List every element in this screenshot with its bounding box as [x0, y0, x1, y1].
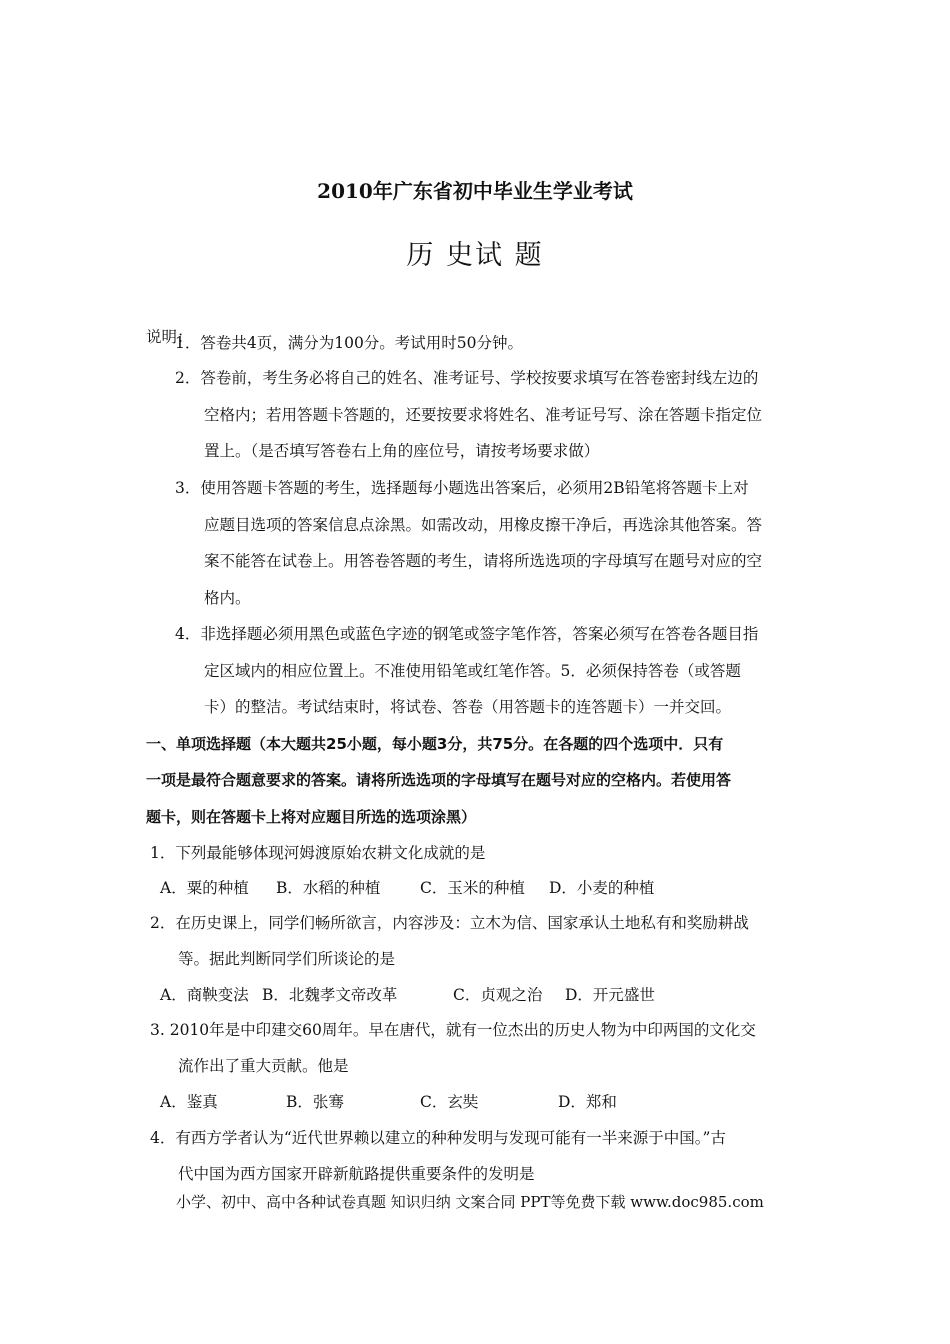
question-stem: 3. 2010年是中印建交60周年。早在唐代，就有一位杰出的历史人物为中印两国的文化交: [150, 1021, 756, 1039]
answer-option: B．张骞: [286, 1093, 344, 1111]
instruction-line: 1．答卷共4页，满分为100分。考试用时50分钟。: [175, 334, 524, 352]
instruction-line: 定区域内的相应位置上。不准使用铅笔或红笔作答。5．必须保持答卷（或答题: [204, 662, 741, 680]
page-footer: 小学、初中、高中各种试卷真题 知识归纳 文案合同 PPT等免费下载 www.doc985.com: [176, 1193, 764, 1211]
instruction-line: 卡）的整洁。考试结束时，将试卷、答卷（用答题卡的连答题卡）一并交回。: [204, 698, 732, 716]
exam-title: 2010年广东省初中毕业生学业考试: [317, 179, 633, 203]
question-stem: 1．下列最能够体现河姆渡原始农耕文化成就的是: [150, 844, 486, 862]
instruction-line: 格内。: [204, 589, 251, 607]
instruction-line: 案不能答在试卷上。用答卷答题的考生，请将所选选项的字母填写在题号对应的空: [204, 552, 763, 570]
question-stem: 代中国为西方国家开辟新航路提供重要条件的发明是: [178, 1165, 535, 1183]
instruction-line: 应题目选项的答案信息点涂黑。如需改动，用橡皮擦干净后，再选涂其他答案。答: [204, 516, 763, 534]
instruction-line: 空格内；若用答题卡答题的，还要按要求将姓名、准考证号写、涂在答题卡指定位: [204, 406, 763, 424]
instruction-line: 4．非选择题必须用黑色或蓝色字迹的钢笔或签字笔作答，答案必须写在答卷各题目指: [175, 625, 759, 643]
answer-option: D．小麦的种植: [549, 879, 655, 897]
question-stem: 流作出了重大贡献。他是: [178, 1057, 349, 1075]
answer-option: A．商鞅变法: [160, 986, 249, 1004]
answer-option: D．开元盛世: [565, 986, 655, 1004]
question-stem: 等。据此判断同学们所谈论的是: [178, 950, 396, 968]
answer-option: B．北魏孝文帝改革: [262, 986, 398, 1004]
question-stem: 4．有西方学者认为“近代世界赖以建立的种种发明与发现可能有一半来源于中国。”古: [150, 1129, 726, 1147]
section-heading: 题卡，则在答题卡上将对应题目所选的选项涂黑）: [146, 808, 477, 826]
question-stem: 2．在历史课上，同学们畅所欲言，内容涉及：立木为信、国家承认土地私有和奖励耕战: [150, 914, 749, 932]
answer-option: C．玉米的种植: [420, 879, 525, 897]
answer-option: C．玄奘: [420, 1093, 479, 1111]
instructions-label: 说明：: [146, 328, 193, 346]
answer-option: B．水稻的种植: [276, 879, 381, 897]
answer-option: A．鉴真: [160, 1093, 218, 1111]
instruction-line: 置上。（是否填写答卷右上角的座位号，请按考场要求做）: [204, 442, 600, 460]
section-heading: 一项是最符合题意要求的答案。请将所选选项的字母填写在题号对应的空格内。若使用答: [146, 771, 732, 789]
answer-option: D．郑和: [558, 1093, 617, 1111]
answer-option: A．粟的种植: [160, 879, 249, 897]
instruction-line: 2．答卷前，考生务必将自己的姓名、准考证号、学校按要求填写在答卷密封线左边的: [175, 369, 759, 387]
answer-option: C．贞观之治: [453, 986, 543, 1004]
section-heading: 一、单项选择题（本大题共25小题，每小题3分，共75分。在各题的四个选项中．只有: [146, 735, 724, 753]
instruction-line: 3．使用答题卡答题的考生，选择题每小题选出答案后，必须用2B铅笔将答题卡上对: [175, 479, 749, 497]
exam-subtitle: 历 史试 题: [406, 240, 544, 271]
